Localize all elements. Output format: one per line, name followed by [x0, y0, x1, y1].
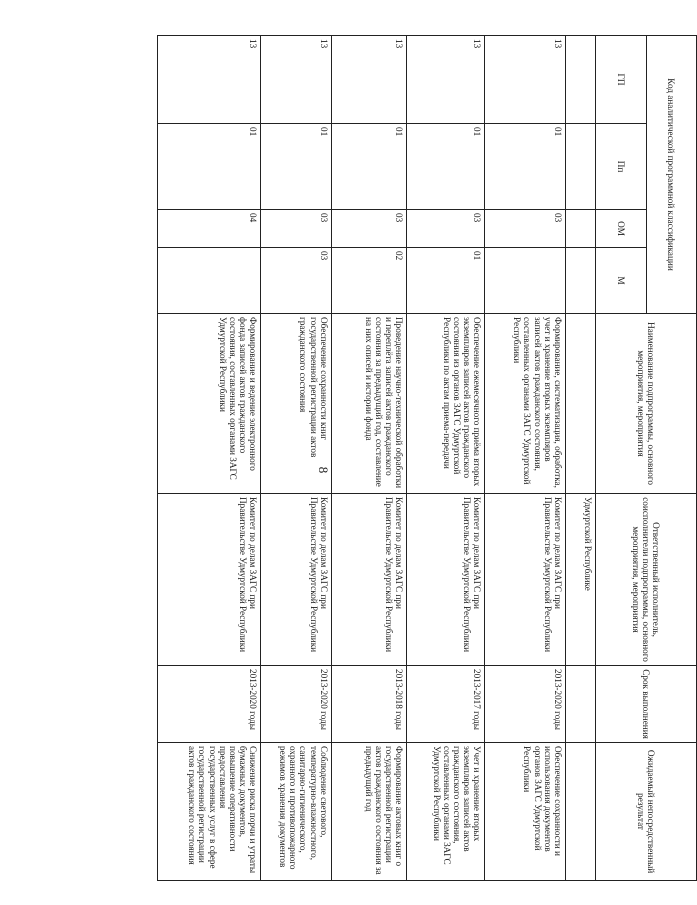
- cell-gp: 13: [158, 36, 261, 124]
- cell-result: Формирование актовых книг о государственной регистрации актов гражданского состояния за предыдущий год: [331, 743, 407, 881]
- cell-m: [485, 248, 566, 314]
- cell-m: 03: [261, 248, 332, 314]
- cell-term: 2013-2020 годы: [485, 666, 566, 743]
- cell-name: Обеспечение сохранности книг государственной регистрации актов гражданского состояния: [261, 314, 332, 494]
- cell-gp: 13: [261, 36, 332, 124]
- table-row: [158, 36, 261, 881]
- cell-m: [566, 248, 596, 314]
- cell-term: [566, 666, 596, 743]
- cell-result: Обеспечение сохранности и использования документов органов ЗАГС Удмуртской Республики: [485, 743, 566, 881]
- cell-name: Обеспечение ежемесячного приёма вторых экземпляров записей актов гражданского состояния из органов ЗАГС Удмуртской Республики по актам приема-передачи: [407, 314, 485, 494]
- header-pp: Пп: [596, 124, 646, 210]
- cell-m: 01: [407, 248, 485, 314]
- header-executor: Ответственный исполнитель, соисполнители подпрограммы, основного мероприятия, мероприятия: [596, 494, 697, 666]
- page-number: 8: [316, 466, 331, 474]
- cell-pp: [566, 124, 596, 210]
- program-table: [157, 35, 697, 881]
- cell-term: 2013-2018 годы: [331, 666, 407, 743]
- header-m: М: [596, 248, 646, 314]
- cell-pp: 01: [158, 124, 261, 210]
- cell-m: [158, 248, 261, 314]
- cell-executor: Комитет по делам ЗАГС при Правительстве Удмуртской Республики: [158, 494, 261, 666]
- cell-term: 2013-2020 годы: [158, 666, 261, 743]
- cell-om: 03: [261, 210, 332, 248]
- cell-term: 2013-2020 годы: [261, 666, 332, 743]
- cell-result: Снижение риска порчи и утраты бумажных документов, повышение оперативности предоставления государственных услуг в сфере государственной регистрации актов гражданского состояния: [158, 743, 261, 881]
- header-name: Наименование подпрограммы, основного мероприятия, мероприятия: [596, 314, 697, 494]
- cell-om: 04: [158, 210, 261, 248]
- table-row: [485, 36, 566, 881]
- table-row: [331, 36, 407, 881]
- cell-term: 2013-2017 годы: [407, 666, 485, 743]
- header-row-top: [646, 36, 696, 881]
- cell-executor: Комитет по делам ЗАГС при Правительстве Удмуртской Республики: [261, 494, 332, 666]
- cell-om: [566, 210, 596, 248]
- table-row: [261, 36, 332, 881]
- table-row: [407, 36, 485, 881]
- table-row: [566, 36, 596, 881]
- cell-pp: 01: [485, 124, 566, 210]
- header-term: Срок выполнения: [596, 666, 697, 743]
- cell-executor: Удмуртской Республике: [566, 494, 596, 666]
- cell-result: [566, 743, 596, 881]
- cell-m: 02: [331, 248, 407, 314]
- cell-pp: 01: [407, 124, 485, 210]
- cell-result: Соблюдение светового, температурно-влажностного, санитарно-гигиенического, охранного и противопожарного режимов хранения документов: [261, 743, 332, 881]
- header-code-group: Код аналитической программной классификации: [646, 36, 696, 314]
- cell-result: Учет и хранение вторых экземпляров записей актов гражданского состояния, составленных органами ЗАГС Удмуртской Республики: [407, 743, 485, 881]
- cell-executor: Комитет по делам ЗАГС при Правительстве Удмуртской Республики: [331, 494, 407, 666]
- program-table-container: [157, 35, 697, 880]
- cell-gp: 13: [485, 36, 566, 124]
- cell-gp: 13: [407, 36, 485, 124]
- cell-gp: 13: [331, 36, 407, 124]
- cell-om: 03: [485, 210, 566, 248]
- header-gp: ГП: [596, 36, 646, 124]
- header-result: Ожидаемый непосредственный результат: [596, 743, 697, 881]
- cell-pp: 01: [331, 124, 407, 210]
- cell-pp: 01: [261, 124, 332, 210]
- cell-executor: Комитет по делам ЗАГС при Правительстве Удмуртской Республики: [485, 494, 566, 666]
- cell-name: [566, 314, 596, 494]
- cell-om: 03: [331, 210, 407, 248]
- cell-gp: [566, 36, 596, 124]
- cell-name: Формирование, систематизация, обработка, учет и хранение вторых экземпляров записей актов гражданского состояния, составленных органами ЗАГС Удмуртской Республики: [485, 314, 566, 494]
- cell-name: Формирование и ведение электронного фонда записей актов гражданского состояния, составленных органами ЗАГС Удмуртской Республики: [158, 314, 261, 494]
- header-om: ОМ: [596, 210, 646, 248]
- cell-executor: Комитет по делам ЗАГС при Правительстве Удмуртской Республики: [407, 494, 485, 666]
- cell-name: Проведение научно-технической обработки и переплёта записей актов гражданского состояния за предыдущий год, составление на них описей и истории фонда: [331, 314, 407, 494]
- cell-om: 03: [407, 210, 485, 248]
